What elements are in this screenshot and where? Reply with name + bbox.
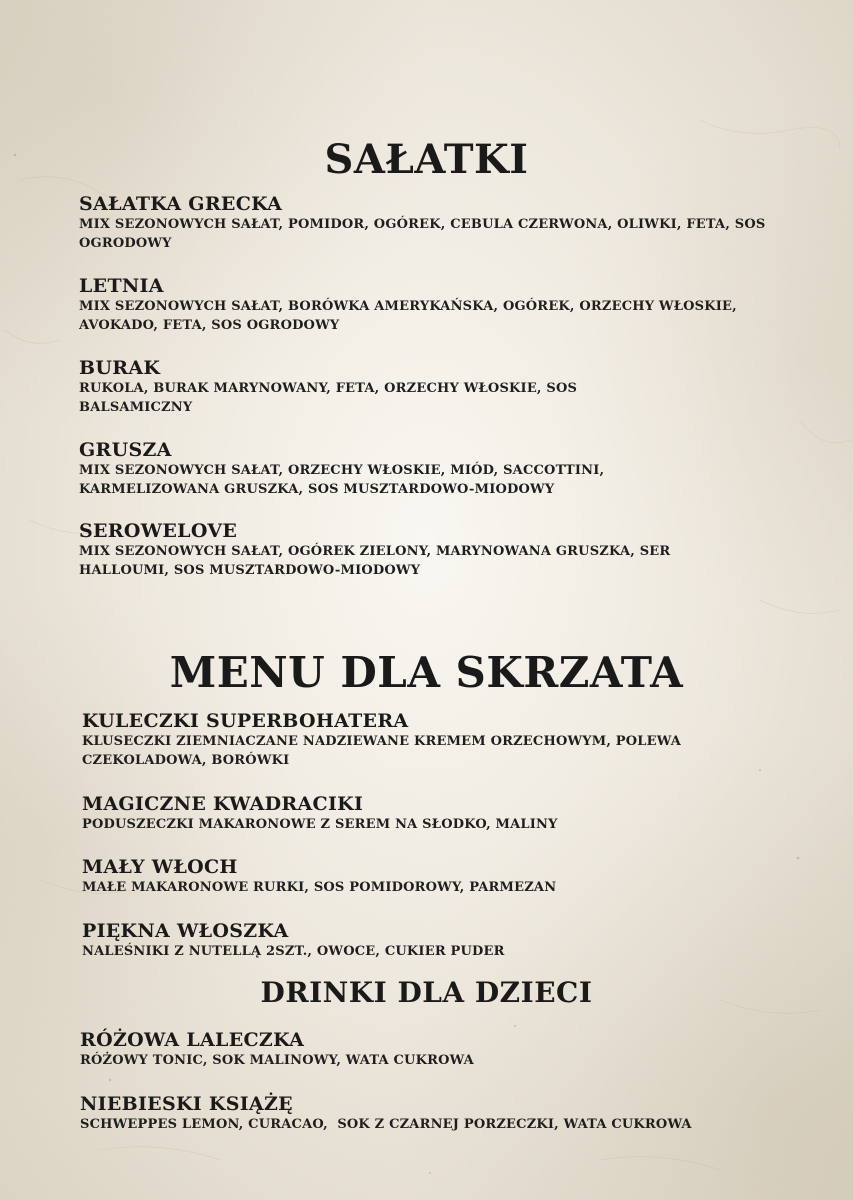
menu-item-description: RUKOLA, BURAK MARYNOWANY, FETA, ORZECHY WŁOSKIE, SOS BALSAMICZNY <box>79 381 578 415</box>
menu-item-name: MAŁY WŁOCH <box>82 856 238 878</box>
menu-item-description: MIX SEZONOWYCH SAŁAT, BORÓWKA AMERYKAŃSKA, OGÓREK, ORZECHY WŁOSKIE, AVOKADO, FETA, SOS OGRODOWY <box>79 299 737 333</box>
menu-item <box>79 439 779 499</box>
menu-item-description: MIX SEZONOWYCH SAŁAT, POMIDOR, OGÓREK, CEBULA CZERWONA, OLIWKI, FETA, SOS OGRODOWY <box>79 217 766 251</box>
menu-item-name: NIEBIESKI KSIĄŻĘ <box>80 1093 293 1115</box>
section-title-drinki: DRINKI DLA DZIECI <box>260 976 593 1009</box>
menu-item <box>79 275 779 335</box>
menu-item-name: BURAK <box>79 357 161 379</box>
menu-item-name: PIĘKNA WŁOSZKA <box>82 920 289 942</box>
menu-item-name: LETNIA <box>79 275 164 297</box>
menu-item <box>80 1093 780 1134</box>
menu-item <box>82 856 782 897</box>
menu-item <box>80 1029 780 1070</box>
menu-item-name: KULECZKI SUPERBOHATERA <box>82 710 409 732</box>
menu-item <box>82 920 782 961</box>
menu-item-name: MAGICZNE KWADRACIKI <box>82 793 364 815</box>
menu-item-description: MAŁE MAKARONOWE RURKI, SOS POMIDOROWY, PARMEZAN <box>82 880 557 895</box>
menu-item-name: GRUSZA <box>79 439 172 461</box>
section-title-salatki: SAŁATKI <box>324 136 529 183</box>
menu-item <box>82 793 782 834</box>
menu-item-description: SCHWEPPES LEMON, CURACAO, SOK Z CZARNEJ PORZECZKI, WATA CUKROWA <box>80 1117 692 1132</box>
menu-item-name: SAŁATKA GRECKA <box>79 193 283 215</box>
menu-item <box>82 710 782 770</box>
menu-item-name: SEROWELOVE <box>79 520 238 542</box>
menu-item <box>79 193 779 253</box>
menu-item <box>79 520 779 580</box>
menu-item-description: MIX SEZONOWYCH SAŁAT, ORZECHY WŁOSKIE, MIÓD, SACCOTTINI, KARMELIZOWANA GRUSZKA, SOS MUSZTARDOWO-MIODOWY <box>79 463 605 497</box>
menu-item-description: PODUSZECZKI MAKARONOWE Z SEREM NA SŁODKO, MALINY <box>82 817 558 832</box>
menu-item-name: RÓŻOWA LALECZKA <box>80 1029 305 1051</box>
menu-item-description: RÓŻOWY TONIC, SOK MALINOWY, WATA CUKROWA <box>80 1053 474 1068</box>
menu-item-description: MIX SEZONOWYCH SAŁAT, OGÓREK ZIELONY, MARYNOWANA GRUSZKA, SER HALLOUMI, SOS MUSZTARDOWO-MIODOWY <box>79 544 671 578</box>
menu-item-description: NALEŚNIKI Z NUTELLĄ 2SZT., OWOCE, CUKIER PUDER <box>82 944 505 959</box>
menu-item <box>79 357 779 417</box>
menu-item-description: KLUSECZKI ZIEMNIACZANE NADZIEWANE KREMEM ORZECHOWYM, POLEWA CZEKOLADOWA, BORÓWKI <box>82 734 681 768</box>
section-title-skrzat: MENU DLA SKRZATA <box>169 648 684 697</box>
